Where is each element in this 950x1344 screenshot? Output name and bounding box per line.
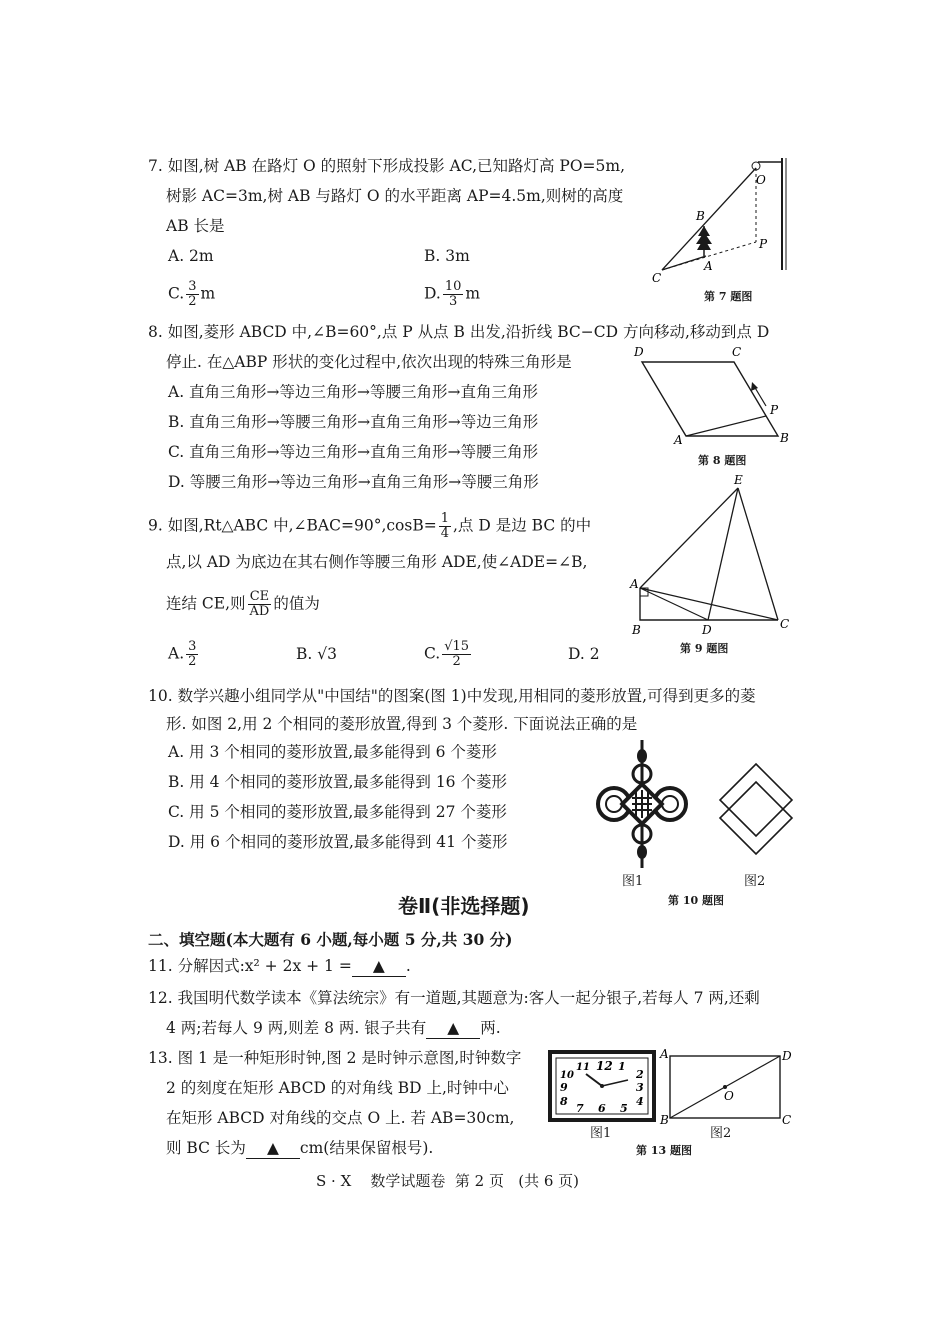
- clock-number-6: 6: [598, 1102, 606, 1115]
- q10-figure-caption: 第 10 题图: [668, 894, 724, 907]
- q8-option-d: D. 等腰三角形→等边三角形→直角三角形→等腰三角形: [168, 473, 539, 491]
- label-c: C: [732, 345, 742, 359]
- q13-line-2: 2 的刻度在矩形 ABCD 的对角线 BD 上,时钟中心: [166, 1079, 509, 1097]
- q10-option-c: C. 用 5 个相同的菱形放置,最多能得到 27 个菱形: [168, 803, 507, 821]
- clock-number-3: 3: [636, 1081, 644, 1094]
- q9-line-2: 点,以 AD 为底边在其右侧作等腰三角形 ADE,使∠ADE=∠B,: [166, 553, 588, 571]
- label-p: P: [759, 237, 768, 251]
- q10-option-a: A. 用 3 个相同的菱形放置,最多能得到 6 个菱形: [168, 743, 497, 761]
- label-b: B: [632, 623, 641, 637]
- label-a: A: [704, 259, 713, 273]
- clock-number-11: 11: [576, 1062, 590, 1073]
- label-b: B: [696, 209, 705, 223]
- label-c: C: [652, 271, 662, 285]
- q10-line-1: 10. 数学兴趣小组同学从"中国结"的图案(图 1)中发现,用相同的菱形放置,可得到更多的菱: [148, 687, 756, 705]
- q7-line-3: AB 长是: [166, 217, 225, 235]
- q8-option-b: B. 直角三角形→等腰三角形→直角三角形→等边三角形: [168, 413, 539, 431]
- q7-option-b: B. 3m: [424, 247, 470, 265]
- q7-option-c: C. $\frac{3}{2}$ m: [168, 279, 216, 309]
- answer-blank: ▲: [352, 956, 406, 977]
- q10-option-b: B. 用 4 个相同的菱形放置,最多能得到 16 个菱形: [168, 773, 507, 791]
- fraction: $\frac{CE}{AD}$: [249, 589, 270, 619]
- clock-number-2: 2: [636, 1068, 644, 1081]
- label-p: P: [770, 403, 779, 417]
- q13-line-1: 13. 图 1 是一种矩形时钟,图 2 是时钟示意图,时钟数字: [148, 1049, 522, 1067]
- q8-line-1: 8. 如图,菱形 ABCD 中,∠B=60°,点 P 从点 B 出发,沿折线 BC−CD 方向移动,移动到点 D: [148, 323, 770, 341]
- clock-number-12: 12: [596, 1059, 613, 1073]
- q7-figure-caption: 第 7 题图: [704, 290, 753, 303]
- q12-line-1: 12. 我国明代数学读本《算法统宗》有一道题,其题意为:客人一起分银子,若每人 7 两,还剩: [148, 989, 760, 1007]
- q13-line-3: 在矩形 ABCD 对角线的交点 O 上. 若 AB=30cm,: [166, 1109, 515, 1127]
- q8-option-c: C. 直角三角形→等边三角形→直角三角形→等腰三角形: [168, 443, 539, 461]
- q12-line-2: 4 两;若每人 9 两,则差 8 两. 银子共有 ▲ 两.: [166, 1019, 501, 1037]
- q8-line-2: 停止. 在△ABP 形状的变化过程中,依次出现的特殊三角形是: [166, 353, 572, 371]
- fraction: $\frac{10}{3}$: [444, 279, 462, 309]
- q9-option-c: C. $\frac{√15}{2}$: [424, 639, 470, 669]
- fig1-label: 图1: [622, 874, 644, 889]
- page-footer: S · X 数学试题卷 第 2 页 (共 6 页): [316, 1172, 580, 1190]
- q9-figure: [628, 473, 798, 637]
- two-rhombus-figure: [712, 760, 802, 860]
- q9-line-3: 连结 CE,则 $\frac{CE}{AD}$ 的值为: [166, 589, 320, 619]
- q13-fig1-label: 图1: [590, 1126, 612, 1141]
- q7-figure: [640, 150, 800, 290]
- rect-abcd-figure: [656, 1048, 796, 1128]
- q9-line-1: 9. 如图,Rt△ABC 中,∠BAC=90°,cosB= $\frac{1}{4}$ ,点 D 是边 BC 的中: [148, 511, 592, 541]
- label-o: O: [724, 1089, 734, 1103]
- fig2-label: 图2: [744, 874, 766, 889]
- label-d: D: [634, 345, 644, 359]
- label-a: A: [674, 433, 683, 447]
- clock-number-4: 4: [636, 1095, 644, 1108]
- q8-option-a: A. 直角三角形→等边三角形→等腰三角形→直角三角形: [168, 383, 539, 401]
- label-b: B: [780, 431, 789, 445]
- clock-number-5: 5: [620, 1102, 628, 1115]
- q9-option-d: D. 2: [568, 645, 600, 663]
- label-c: C: [780, 617, 790, 631]
- label-a: A: [630, 577, 639, 591]
- answer-blank: ▲: [426, 1018, 480, 1039]
- fraction: $\frac{√15}{2}$: [444, 639, 470, 669]
- q8-figure-caption: 第 8 题图: [698, 454, 747, 467]
- q13-fig2-label: 图2: [710, 1126, 732, 1141]
- label-b: B: [660, 1113, 669, 1127]
- q7-line-1: 7. 如图,树 AB 在路灯 O 的照射下形成投影 AC,已知路灯高 PO=5m,: [148, 157, 626, 175]
- label-e: E: [734, 473, 743, 487]
- q10-line-2: 形. 如图 2,用 2 个相同的菱形放置,得到 3 个菱形. 下面说法正确的是: [166, 715, 638, 733]
- q7-option-d: D. $\frac{10}{3}$ m: [424, 279, 481, 309]
- clock-number-7: 7: [576, 1102, 584, 1115]
- fraction: $\frac{3}{2}$: [188, 639, 197, 669]
- answer-blank: ▲: [246, 1138, 300, 1159]
- q7-option-a: A. 2m: [168, 247, 214, 265]
- clock-number-1: 1: [618, 1060, 626, 1073]
- label-a: A: [660, 1047, 669, 1061]
- clock-number-8: 8: [560, 1095, 568, 1108]
- q11-line: 11. 分解因式:x² + 2x + 1 = ▲ .: [148, 957, 411, 975]
- q9-figure-caption: 第 9 题图: [680, 642, 729, 655]
- fraction: $\frac{3}{2}$: [188, 279, 197, 309]
- fraction: $\frac{1}{4}$: [440, 511, 449, 541]
- q13-figure-caption: 第 13 题图: [636, 1144, 692, 1157]
- part-2-title: 卷Ⅱ(非选择题): [398, 894, 530, 918]
- q8-figure: [628, 340, 798, 450]
- chinese-knot-figure: [592, 740, 692, 870]
- clock-number-9: 9: [560, 1081, 568, 1094]
- q9-option-b: B. √3: [296, 645, 337, 663]
- label-o: O: [756, 173, 766, 187]
- q13-line-4: 则 BC 长为 ▲ cm(结果保留根号).: [166, 1139, 434, 1157]
- label-c: C: [782, 1113, 792, 1127]
- clock-number-10: 10: [560, 1070, 574, 1081]
- label-d: D: [702, 623, 712, 637]
- q7-line-2: 树影 AC=3m,树 AB 与路灯 O 的水平距离 AP=4.5m,则树的高度: [166, 187, 624, 205]
- label-d: D: [782, 1049, 792, 1063]
- section-2-title: 二、填空题(本大题有 6 小题,每小题 5 分,共 30 分): [148, 930, 513, 949]
- q10-option-d: D. 用 6 个相同的菱形放置,最多能得到 41 个菱形: [168, 833, 508, 851]
- q9-option-a: A. $\frac{3}{2}$: [168, 639, 197, 669]
- rect-clock-figure: [548, 1050, 658, 1122]
